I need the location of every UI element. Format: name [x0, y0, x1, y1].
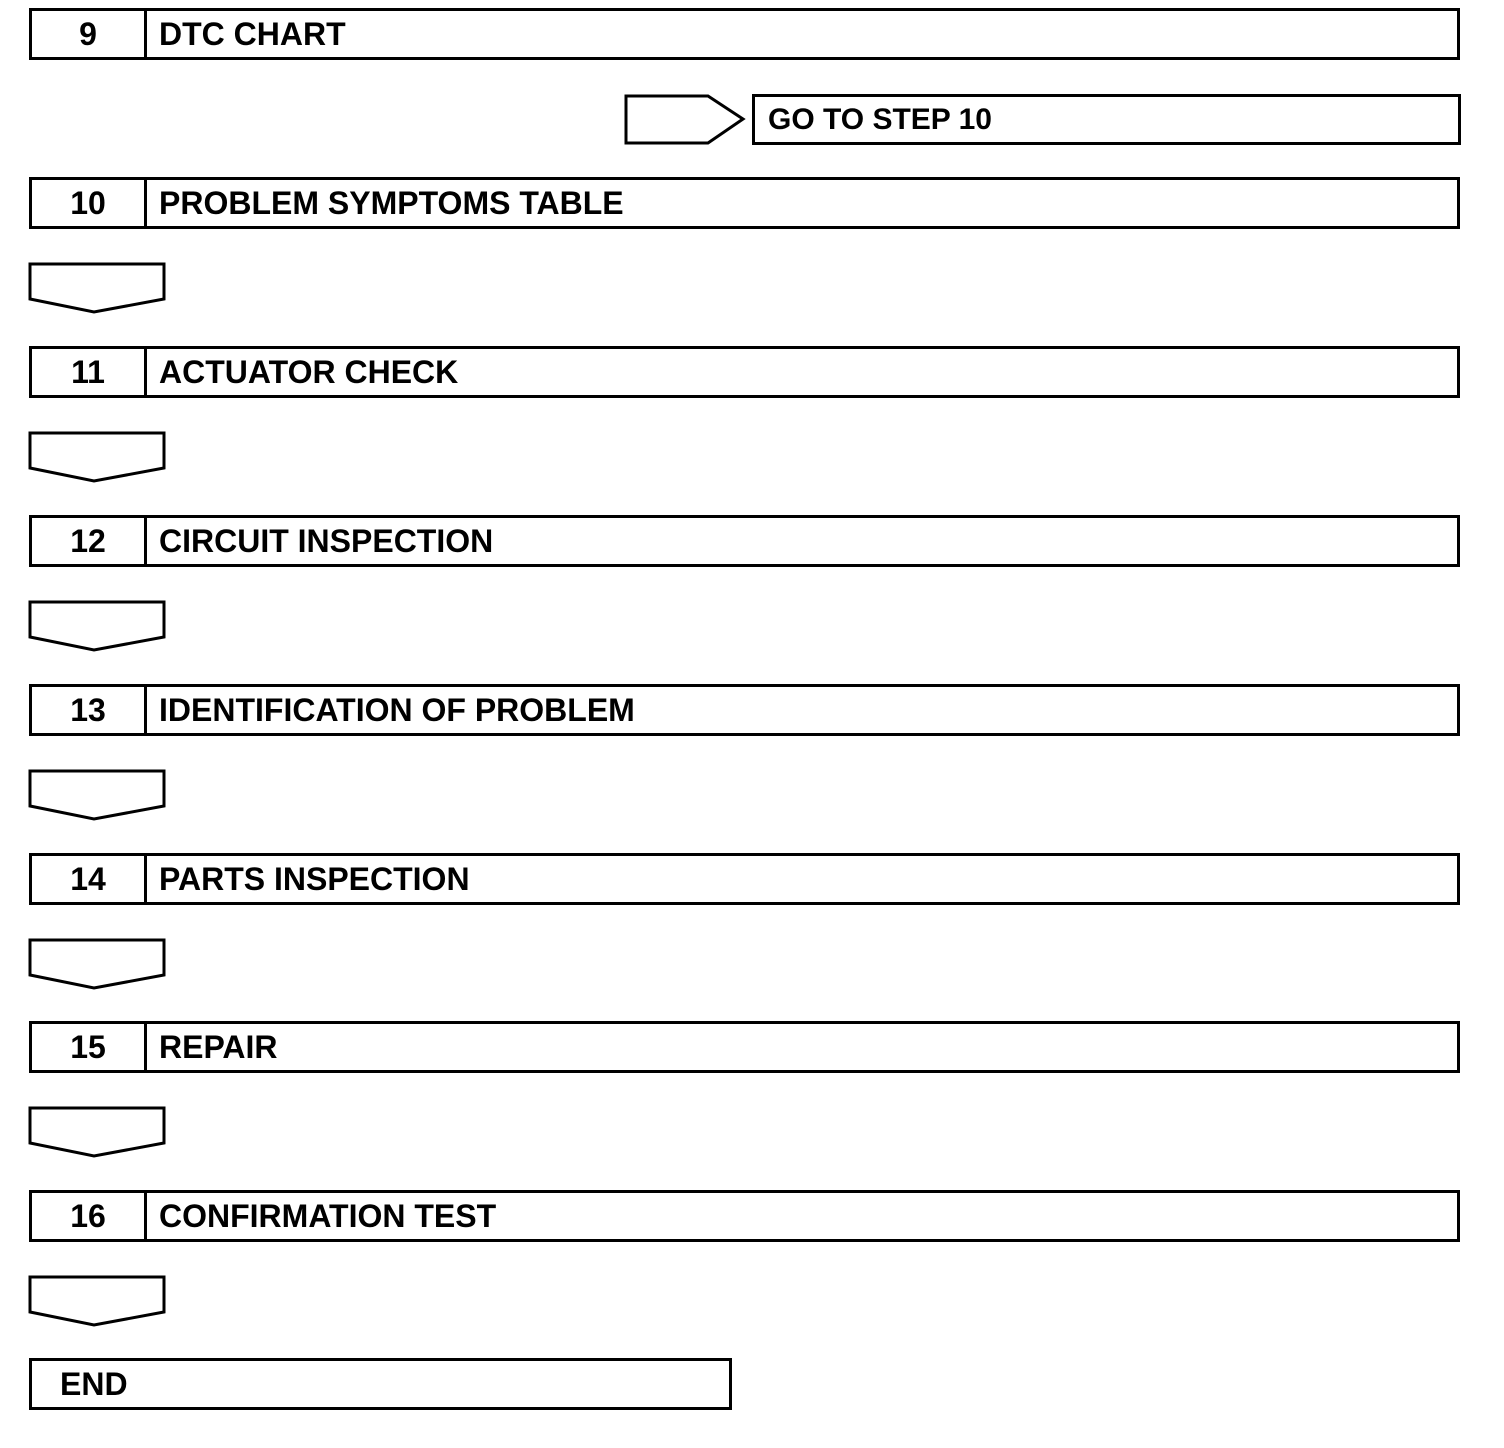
step-label: DTC CHART [159, 15, 346, 52]
step-number: 13 [32, 687, 147, 733]
down-arrow-icon [27, 1274, 167, 1328]
step-label: PROBLEM SYMPTOMS TABLE [159, 184, 624, 221]
step-number: 11 [32, 349, 147, 395]
step-number: 12 [32, 518, 147, 564]
step-label: CONFIRMATION TEST [159, 1197, 497, 1234]
step-12 [29, 515, 1460, 567]
step-13 [29, 684, 1460, 736]
step-number: 15 [32, 1024, 147, 1070]
right-arrow-icon [623, 93, 749, 147]
step-label: CIRCUIT INSPECTION [159, 522, 494, 559]
down-arrow-icon [27, 937, 167, 991]
down-arrow-icon [27, 599, 167, 653]
step-label: PARTS INSPECTION [159, 860, 470, 897]
goto-step-box: GO TO STEP 10 [752, 94, 1461, 145]
step-16 [29, 1190, 1460, 1242]
step-9 [29, 8, 1460, 60]
down-arrow-icon [27, 430, 167, 484]
step-number: 9 [32, 11, 147, 57]
step-number: 10 [32, 180, 147, 226]
step-label: IDENTIFICATION OF PROBLEM [159, 691, 635, 728]
step-14 [29, 853, 1460, 905]
step-number: 16 [32, 1193, 147, 1239]
step-11 [29, 346, 1460, 398]
down-arrow-icon [27, 768, 167, 822]
end-box: END [29, 1358, 732, 1410]
step-label: REPAIR [159, 1028, 278, 1065]
step-15 [29, 1021, 1460, 1073]
step-10 [29, 177, 1460, 229]
down-arrow-icon [27, 1105, 167, 1159]
step-number: 14 [32, 856, 147, 902]
down-arrow-icon [27, 261, 167, 315]
step-label: ACTUATOR CHECK [159, 353, 459, 390]
